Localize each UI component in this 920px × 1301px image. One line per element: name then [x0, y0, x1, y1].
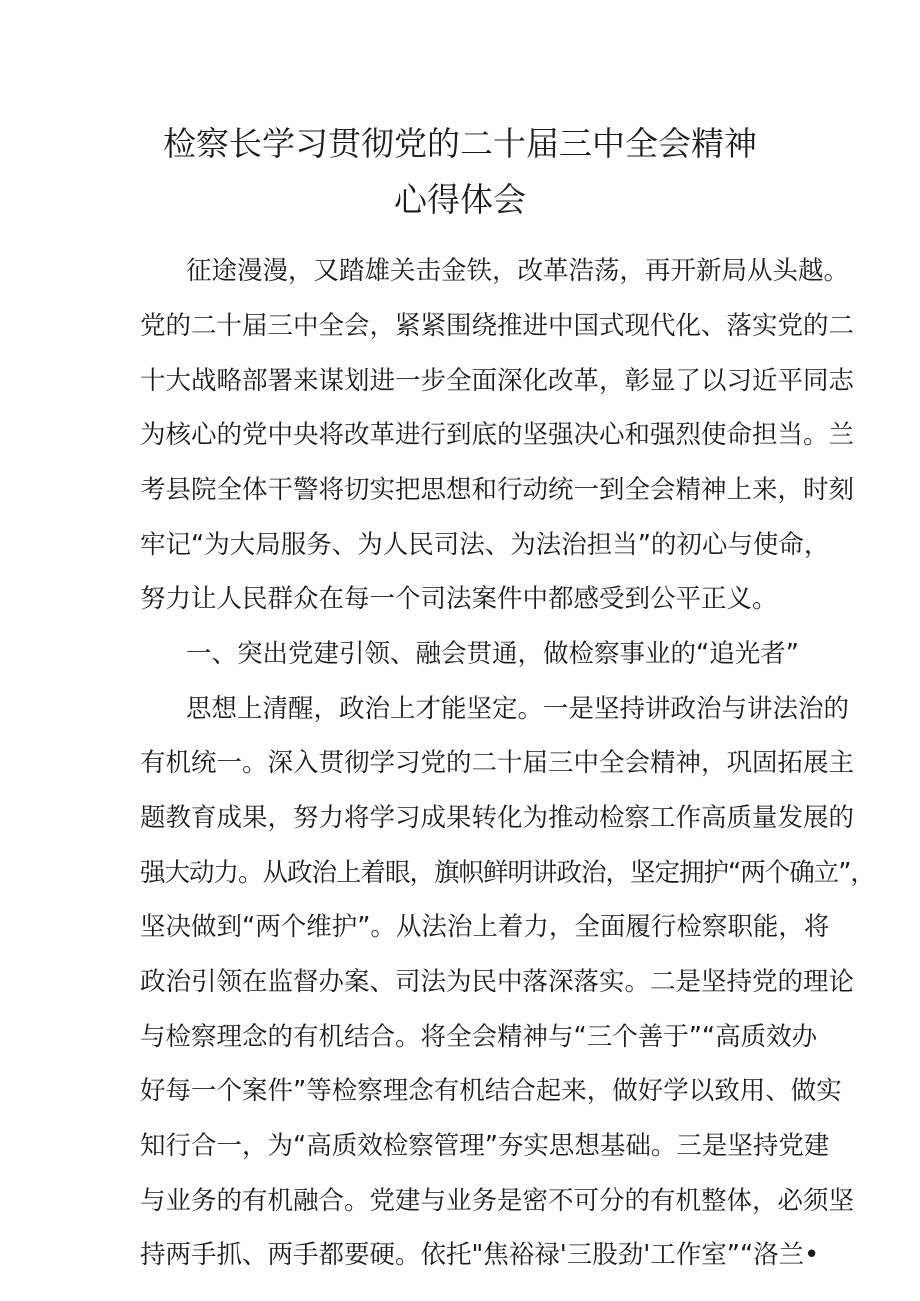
paragraph-line: 政治引领在监督办案、司法为民中落深落实。二是坚持党的理论 [140, 967, 855, 997]
paragraph-line: 努力让人民群众在每一个司法案件中都感受到公平正义。 [140, 584, 778, 614]
paragraph-line: 与检察理念的有机结合。将全会精神与“三个善于”“高质效办 [140, 1022, 818, 1052]
document-title-line-2: 心得体会 [394, 180, 526, 219]
paragraph-line: 好每一个案件”等检察理念有机结合起来，做好学以致用、做实 [140, 1076, 842, 1106]
section-heading: 一、突出党建引领、融会贯通，做检察事业的“追光者” [186, 639, 799, 669]
paragraph-line: 题教育成果，努力将学习成果转化为推动检察工作高质量发展的 [140, 803, 855, 833]
paragraph-line: 十大战略部署来谋划进一步全面深化改革，彰显了以习近平同志 [140, 366, 855, 396]
paragraph-line: 牢记“为大局服务、为人民司法、为法治担当”的初心与使命， [140, 530, 830, 560]
paragraph-line: 党的二十届三中全会，紧紧围绕推进中国式现代化、落实党的二 [140, 311, 855, 341]
paragraph-line: 强大动力。从政治上着眼，旗帜鲜明讲政治，坚定拥护“两个确立”， [140, 858, 875, 888]
paragraph-line: 持两手抓、两手都要硬。依托"焦裕禄'三股劲'工作室”“洛兰• [140, 1240, 820, 1270]
paragraph-line: 考县院全体干警将切实把思想和行动统一到全会精神上来，时刻 [140, 475, 855, 505]
document-title-line-1: 检察长学习贯彻党的二十届三中全会精神 [163, 124, 757, 163]
paragraph-line: 知行合一，为“高质效检察管理”夯实思想基础。三是坚持党建 [140, 1131, 830, 1161]
paragraph-line: 有机统一。深入贯彻学习党的二十届三中全会精神，巩固拓展主 [140, 748, 855, 778]
paragraph-line: 征途漫漫，又踏雄关击金铁，改革浩荡，再开新局从头越。 [186, 256, 850, 286]
paragraph-line: 为核心的党中央将改革进行到底的坚强决心和强烈使命担当。兰 [140, 420, 855, 450]
paragraph-line: 思想上清醒，政治上才能坚定。一是坚持讲政治与讲法治的 [186, 694, 850, 724]
paragraph-line: 坚决做到“两个维护”。从法治上着力，全面履行检察职能，将 [140, 912, 830, 942]
paragraph-line: 与业务的有机融合。党建与业务是密不可分的有机整体，必须坚 [140, 1186, 855, 1216]
